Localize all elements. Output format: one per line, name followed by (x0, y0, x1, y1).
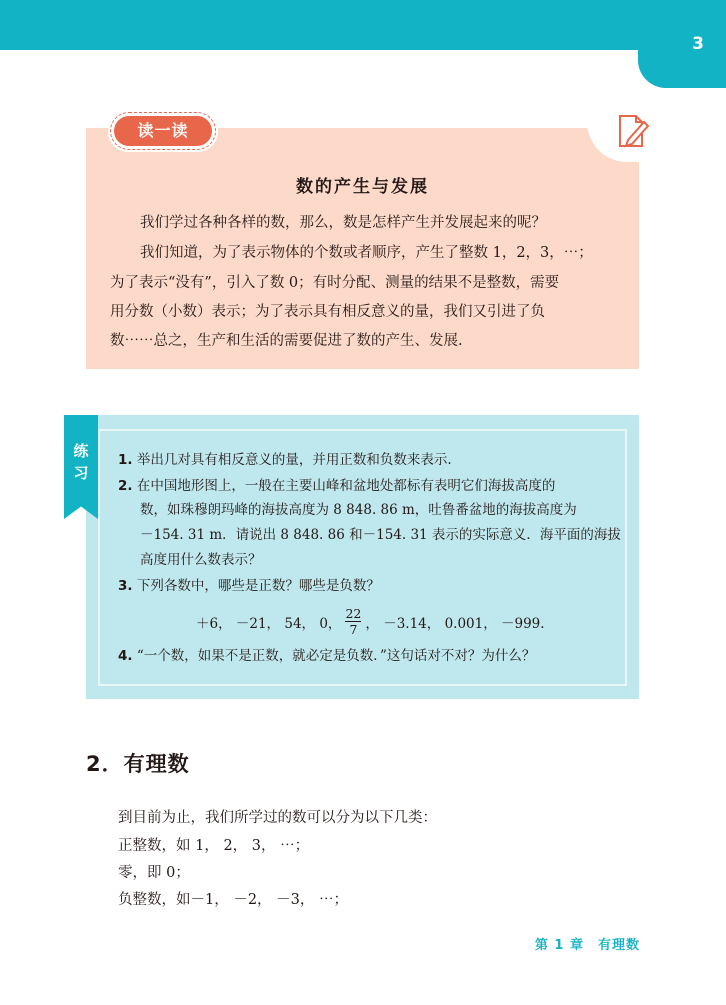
page-number: 3 (692, 34, 704, 54)
exercise-1: 1. 举出几对具有相反意义的量，并用正数和负数来表示. (118, 452, 452, 468)
reading-line: 数⋯⋯总之，生产和生活的需要促进了数的产生、发展. (110, 333, 463, 349)
body-line: 正整数，如 1， 2， 3， ⋯； (118, 838, 310, 854)
exercise-2-line: 高度用什么数表示？ (140, 552, 262, 568)
exercise-3: 3. 下列各数中，哪些是正数？哪些是负数？ (118, 578, 380, 594)
page-number-tab (638, 0, 726, 88)
reading-badge: 读一读 (114, 116, 212, 146)
note-pencil-icon (614, 110, 652, 152)
body-line: 零，即 0； (118, 865, 190, 881)
chapter-footer: 第 1 章 有理数 (534, 938, 640, 953)
reading-line: 为了表示“没有”，引入了数 0；有时分配、测量的结果不是整数，需要 (110, 275, 560, 291)
practice-label: 练 习 (73, 442, 89, 482)
exercise-2: 2. 在中国地形图上，一般在主要山峰和盆地处都标有表明它们海拔高度的 (118, 478, 556, 494)
reading-line: 用分数（小数）表示；为了表示具有相反意义的量，我们又引进了负 (110, 304, 545, 320)
reading-line: 我们知道，为了表示物体的个数或者顺序，产生了整数 1，2，3，⋯； (140, 245, 593, 261)
exercise-2-line: －154. 31 m．请说出 8 848. 86 和－154. 31 表示的实际意义．海平面的海拔 (140, 527, 621, 543)
fraction: $\frac{22}{7}$ (345, 606, 362, 637)
reading-title: 数的产生与发展 (296, 177, 429, 197)
body-line: 负整数，如－1， －2， －3， ⋯； (118, 892, 349, 908)
reading-line: 我们学过各种各样的数，那么，数是怎样产生并发展起来的呢？ (140, 215, 546, 231)
section-title: 2．有理数 (86, 752, 190, 776)
exercise-2-line: 数，如珠穆朗玛峰的海拔高度为 8 848. 86 m，吐鲁番盆地的海拔高度为 (140, 502, 577, 518)
body-line: 到目前为止，我们所学过的数可以分为以下几类： (118, 810, 437, 826)
exercise-4: 4. “一个数，如果不是正数，就必定是负数．”这句话对不对？为什么？ (118, 648, 536, 664)
top-banner (0, 0, 726, 50)
number-list: ＋6， －21， 54， 0， $\frac{22}{7}$ ， －3.14， 0.001， －999. (196, 606, 545, 637)
